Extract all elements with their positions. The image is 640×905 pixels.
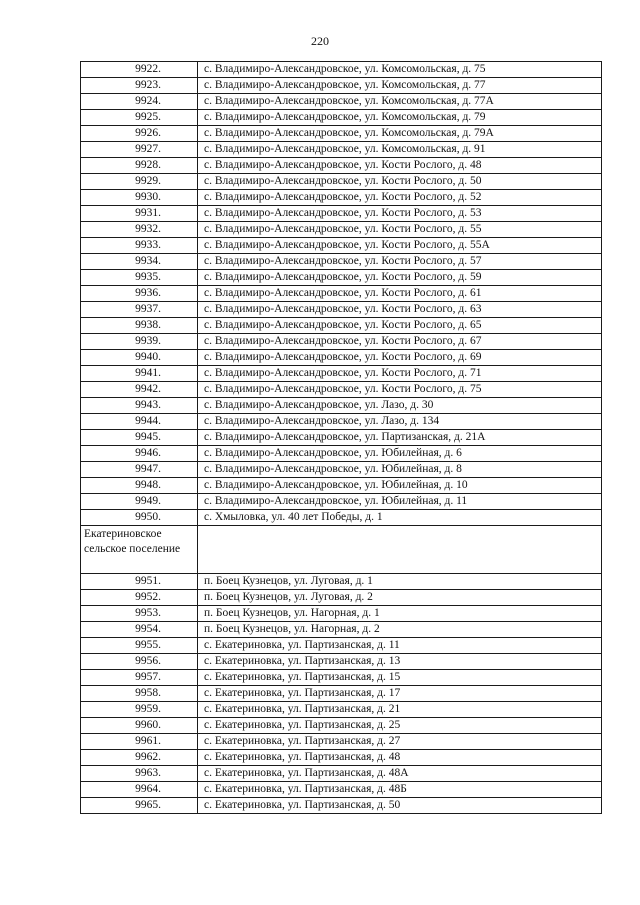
table-row	[81, 110, 602, 126]
address-table-body	[81, 62, 602, 814]
table-row	[81, 206, 602, 222]
row-number: 9937.	[81, 302, 198, 318]
row-number: 9944.	[81, 414, 198, 430]
table-row	[81, 334, 602, 350]
table-row	[81, 414, 602, 430]
row-number: 9934.	[81, 254, 198, 270]
row-number: 9939.	[81, 334, 198, 350]
row-address: с. Владимиро-Александровское, ул. Юбилейная, д. 6	[198, 446, 602, 462]
row-number: 9958.	[81, 686, 198, 702]
section-name: Екатериновское сельское поселение	[81, 526, 198, 574]
row-number: 9954.	[81, 622, 198, 638]
row-address: с. Владимиро-Александровское, ул. Кости Рослого, д. 71	[198, 366, 602, 382]
table-row	[81, 254, 602, 270]
table-row	[81, 382, 602, 398]
row-number: 9929.	[81, 174, 198, 190]
row-address: с. Екатериновка, ул. Партизанская, д. 50	[198, 798, 602, 814]
section-row	[81, 526, 602, 574]
row-number: 9964.	[81, 782, 198, 798]
table-row	[81, 142, 602, 158]
row-address: с. Екатериновка, ул. Партизанская, д. 48А	[198, 766, 602, 782]
row-number: 9957.	[81, 670, 198, 686]
row-number: 9936.	[81, 286, 198, 302]
row-number: 9928.	[81, 158, 198, 174]
row-address: с. Владимиро-Александровское, ул. Юбилейная, д. 10	[198, 478, 602, 494]
table-row	[81, 62, 602, 78]
table-row	[81, 222, 602, 238]
row-address: с. Владимиро-Александровское, ул. Кости Рослого, д. 65	[198, 318, 602, 334]
row-address: с. Владимиро-Александровское, ул. Лазо, д. 30	[198, 398, 602, 414]
row-number: 9933.	[81, 238, 198, 254]
table-row	[81, 238, 602, 254]
row-address: с. Владимиро-Александровское, ул. Кости Рослого, д. 50	[198, 174, 602, 190]
row-number: 9960.	[81, 718, 198, 734]
page-number: 220	[311, 34, 329, 48]
table-row	[81, 270, 602, 286]
row-address: с. Владимиро-Александровское, ул. Юбилейная, д. 8	[198, 462, 602, 478]
row-number: 9956.	[81, 654, 198, 670]
table-row	[81, 366, 602, 382]
row-address: с. Екатериновка, ул. Партизанская, д. 25	[198, 718, 602, 734]
row-number: 9959.	[81, 702, 198, 718]
row-number: 9922.	[81, 62, 198, 78]
row-address: с. Владимиро-Александровское, ул. Комсомольская, д. 79А	[198, 126, 602, 142]
row-number: 9948.	[81, 478, 198, 494]
table-row	[81, 734, 602, 750]
table-row	[81, 398, 602, 414]
row-number: 9949.	[81, 494, 198, 510]
address-table	[80, 61, 602, 814]
table-row	[81, 606, 602, 622]
table-row	[81, 510, 602, 526]
table-row	[81, 446, 602, 462]
table-row	[81, 286, 602, 302]
table-row	[81, 718, 602, 734]
row-number: 9962.	[81, 750, 198, 766]
row-number: 9924.	[81, 94, 198, 110]
table-row	[81, 78, 602, 94]
row-number: 9943.	[81, 398, 198, 414]
table-row	[81, 590, 602, 606]
table-row	[81, 302, 602, 318]
row-address: с. Владимиро-Александровское, ул. Кости Рослого, д. 55	[198, 222, 602, 238]
row-number: 9940.	[81, 350, 198, 366]
row-address: с. Владимиро-Александровское, ул. Кости Рослого, д. 69	[198, 350, 602, 366]
row-address: п. Боец Кузнецов, ул. Луговая, д. 1	[198, 574, 602, 590]
row-address: с. Екатериновка, ул. Партизанская, д. 11	[198, 638, 602, 654]
row-address: с. Владимиро-Александровское, ул. Кости Рослого, д. 61	[198, 286, 602, 302]
row-number: 9931.	[81, 206, 198, 222]
row-number: 9927.	[81, 142, 198, 158]
row-address: с. Владимиро-Александровское, ул. Кости Рослого, д. 63	[198, 302, 602, 318]
table-row	[81, 126, 602, 142]
row-address: с. Владимиро-Александровское, ул. Кости Рослого, д. 52	[198, 190, 602, 206]
row-address: с. Екатериновка, ул. Партизанская, д. 48Б	[198, 782, 602, 798]
row-address: с. Владимиро-Александровское, ул. Комсомольская, д. 77	[198, 78, 602, 94]
row-number: 9926.	[81, 126, 198, 142]
table-row	[81, 158, 602, 174]
row-number: 9963.	[81, 766, 198, 782]
row-address: с. Владимиро-Александровское, ул. Кости Рослого, д. 59	[198, 270, 602, 286]
table-row	[81, 94, 602, 110]
section-empty-cell	[198, 526, 602, 574]
table-row	[81, 350, 602, 366]
row-number: 9942.	[81, 382, 198, 398]
row-address: с. Владимиро-Александровское, ул. Юбилейная, д. 11	[198, 494, 602, 510]
table-row	[81, 190, 602, 206]
row-address: с. Владимиро-Александровское, ул. Лазо, д. 134	[198, 414, 602, 430]
row-address: с. Екатериновка, ул. Партизанская, д. 13	[198, 654, 602, 670]
table-row	[81, 478, 602, 494]
table-row	[81, 750, 602, 766]
table-row	[81, 782, 602, 798]
row-number: 9938.	[81, 318, 198, 334]
row-address: с. Хмыловка, ул. 40 лет Победы, д. 1	[198, 510, 602, 526]
table-row	[81, 462, 602, 478]
row-number: 9953.	[81, 606, 198, 622]
table-row	[81, 494, 602, 510]
table-row	[81, 766, 602, 782]
row-address: п. Боец Кузнецов, ул. Нагорная, д. 1	[198, 606, 602, 622]
row-address: с. Владимиро-Александровское, ул. Партизанская, д. 21А	[198, 430, 602, 446]
row-number: 9965.	[81, 798, 198, 814]
table-row	[81, 174, 602, 190]
row-address: с. Владимиро-Александровское, ул. Кости Рослого, д. 48	[198, 158, 602, 174]
row-address: с. Владимиро-Александровское, ул. Комсомольская, д. 77А	[198, 94, 602, 110]
row-number: 9925.	[81, 110, 198, 126]
table-row	[81, 638, 602, 654]
table-row	[81, 318, 602, 334]
row-number: 9947.	[81, 462, 198, 478]
row-number: 9930.	[81, 190, 198, 206]
table-row	[81, 574, 602, 590]
table-row	[81, 654, 602, 670]
row-address: с. Владимиро-Александровское, ул. Кости Рослого, д. 75	[198, 382, 602, 398]
row-number: 9951.	[81, 574, 198, 590]
row-address: с. Екатериновка, ул. Партизанская, д. 48	[198, 750, 602, 766]
row-number: 9955.	[81, 638, 198, 654]
row-address: с. Владимиро-Александровское, ул. Кости Рослого, д. 55А	[198, 238, 602, 254]
row-address: с. Екатериновка, ул. Партизанская, д. 17	[198, 686, 602, 702]
table-row	[81, 430, 602, 446]
table-row	[81, 702, 602, 718]
table-row	[81, 622, 602, 638]
row-address: с. Владимиро-Александровское, ул. Кости Рослого, д. 67	[198, 334, 602, 350]
table-row	[81, 686, 602, 702]
row-address: п. Боец Кузнецов, ул. Нагорная, д. 2	[198, 622, 602, 638]
row-address: с. Владимиро-Александровское, ул. Комсомольская, д. 75	[198, 62, 602, 78]
row-number: 9950.	[81, 510, 198, 526]
row-address: с. Екатериновка, ул. Партизанская, д. 15	[198, 670, 602, 686]
row-number: 9941.	[81, 366, 198, 382]
row-address: с. Владимиро-Александровское, ул. Комсомольская, д. 91	[198, 142, 602, 158]
row-number: 9935.	[81, 270, 198, 286]
table-row	[81, 798, 602, 814]
row-number: 9932.	[81, 222, 198, 238]
row-number: 9952.	[81, 590, 198, 606]
row-address: с. Екатериновка, ул. Партизанская, д. 21	[198, 702, 602, 718]
table-row	[81, 670, 602, 686]
row-address: с. Владимиро-Александровское, ул. Кости Рослого, д. 53	[198, 206, 602, 222]
row-number: 9945.	[81, 430, 198, 446]
row-number: 9961.	[81, 734, 198, 750]
row-address: с. Екатериновка, ул. Партизанская, д. 27	[198, 734, 602, 750]
row-address: с. Владимиро-Александровское, ул. Кости Рослого, д. 57	[198, 254, 602, 270]
row-number: 9946.	[81, 446, 198, 462]
row-address: п. Боец Кузнецов, ул. Луговая, д. 2	[198, 590, 602, 606]
row-address: с. Владимиро-Александровское, ул. Комсомольская, д. 79	[198, 110, 602, 126]
row-number: 9923.	[81, 78, 198, 94]
